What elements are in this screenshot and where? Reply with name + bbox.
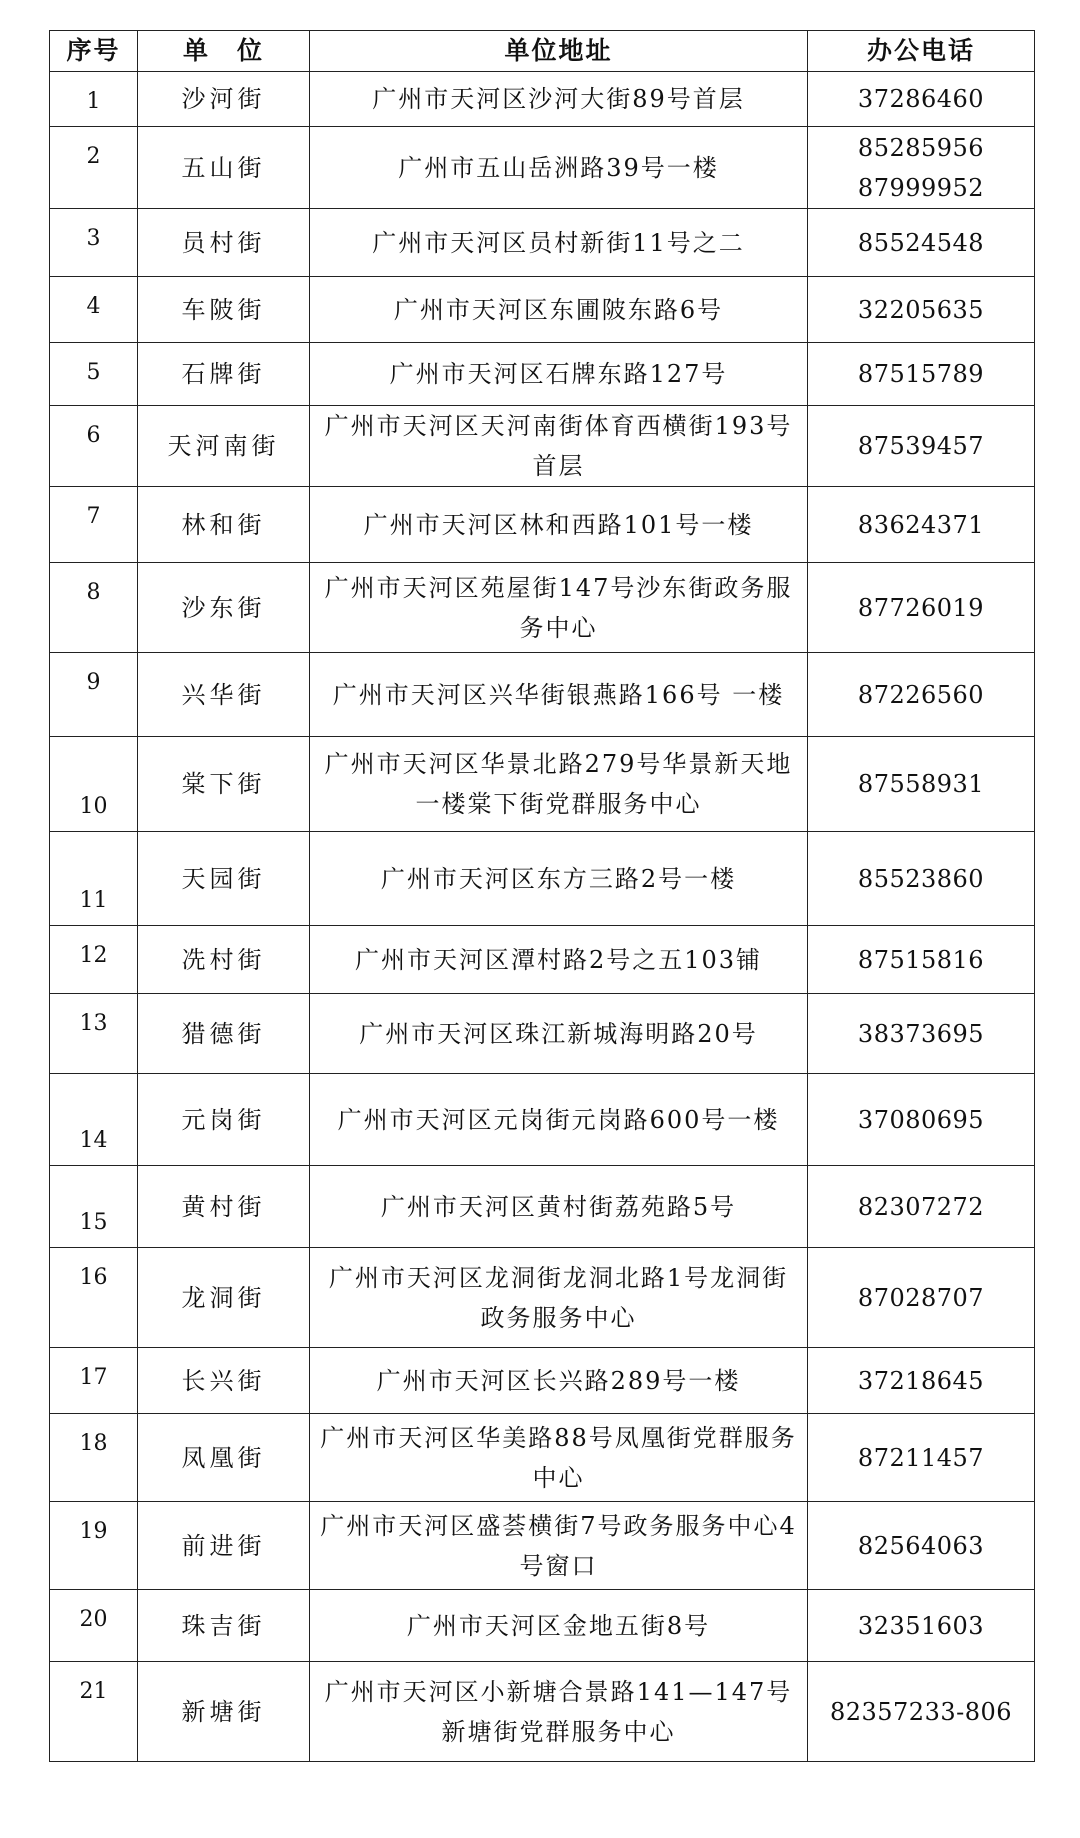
row-unit: 冼村街 [138, 926, 310, 994]
row-address: 广州市天河区天河南街体育西横街193号首层 [310, 406, 808, 487]
phone-number: 32205635 [857, 295, 985, 324]
row-phone [808, 1414, 1035, 1502]
table-row [50, 487, 1035, 563]
row-phone [808, 1074, 1035, 1166]
row-unit: 猎德街 [138, 994, 310, 1074]
table-body [50, 72, 1035, 1762]
row-no: 1 [50, 72, 138, 127]
row-address: 广州市天河区珠江新城海明路20号 [310, 994, 808, 1074]
row-phone [808, 72, 1035, 127]
table-row [50, 1248, 1035, 1348]
row-address: 广州市天河区华景北路279号华景新天地一楼棠下街党群服务中心 [310, 737, 808, 832]
row-no: 9 [50, 653, 138, 737]
phone-number: 37286460 [857, 85, 985, 113]
row-unit: 元岗街 [138, 1074, 310, 1166]
table-row [50, 1348, 1035, 1414]
header-address: 单位地址 [310, 31, 808, 72]
row-unit: 五山街 [138, 127, 310, 209]
row-unit: 棠下街 [138, 737, 310, 832]
row-no: 4 [50, 277, 138, 343]
row-address: 广州市天河区潭村路2号之五103铺 [310, 926, 808, 994]
header-phone: 办公电话 [808, 31, 1035, 72]
phone-number: 85523860 [857, 864, 985, 893]
phone-number: 87539457 [857, 432, 985, 460]
row-address: 广州市天河区黄村街荔苑路5号 [310, 1166, 808, 1248]
row-address: 广州市天河区华美路88号凤凰街党群服务中心 [310, 1414, 808, 1502]
table-row [50, 127, 1035, 209]
phone-number: 87515789 [857, 360, 985, 388]
row-address: 广州市天河区东方三路2号一楼 [310, 832, 808, 926]
row-phone [808, 653, 1035, 737]
row-address: 广州市天河区盛荟横街7号政务服务中心4号窗口 [310, 1502, 808, 1590]
row-phone [808, 926, 1035, 994]
table-row [50, 1414, 1035, 1502]
table-row [50, 343, 1035, 406]
row-no: 14 [50, 1074, 138, 1166]
phone-number: 37218645 [857, 1366, 985, 1395]
table-header [50, 31, 1035, 72]
row-phone [808, 1590, 1035, 1662]
phone-number: 85524548 [857, 228, 985, 257]
row-phone [808, 1248, 1035, 1348]
row-address: 广州市天河区元岗街元岗路600号一楼 [310, 1074, 808, 1166]
row-address: 广州市天河区员村新街11号之二 [310, 209, 808, 277]
row-no: 7 [50, 487, 138, 563]
row-unit: 沙东街 [138, 563, 310, 653]
row-phone [808, 209, 1035, 277]
row-unit: 新塘街 [138, 1662, 310, 1762]
row-unit: 车陂街 [138, 277, 310, 343]
phone-number: 87211457 [857, 1443, 985, 1472]
row-unit: 凤凰街 [138, 1414, 310, 1502]
row-unit: 长兴街 [138, 1348, 310, 1414]
row-address: 广州市天河区苑屋街147号沙东街政务服务中心 [310, 563, 808, 653]
row-unit: 黄村街 [138, 1166, 310, 1248]
phone-number: 87226560 [857, 680, 985, 709]
row-address: 广州市天河区小新塘合景路141—147号新塘街党群服务中心 [310, 1662, 808, 1762]
phone-number: 87515816 [857, 945, 985, 974]
row-unit: 天园街 [138, 832, 310, 926]
table-row [50, 209, 1035, 277]
row-phone [808, 832, 1035, 926]
table-row [50, 1166, 1035, 1248]
header-row [50, 31, 1035, 72]
row-address: 广州市天河区长兴路289号一楼 [310, 1348, 808, 1414]
row-no: 21 [50, 1662, 138, 1762]
table-row [50, 737, 1035, 832]
row-no: 13 [50, 994, 138, 1074]
row-no: 2 [50, 127, 138, 209]
row-no: 8 [50, 563, 138, 653]
phone-number: 87558931 [857, 770, 985, 798]
row-unit: 前进街 [138, 1502, 310, 1590]
table-row [50, 926, 1035, 994]
phone-number: 38373695 [857, 1019, 985, 1048]
row-no: 18 [50, 1414, 138, 1502]
row-phone [808, 1348, 1035, 1414]
phone-number: 87028707 [857, 1283, 985, 1312]
phone-number: 85285956 [857, 133, 985, 162]
row-unit: 林和街 [138, 487, 310, 563]
table-row [50, 1074, 1035, 1166]
street-office-table [49, 30, 1035, 1762]
row-phone [808, 1166, 1035, 1248]
table-row [50, 277, 1035, 343]
row-phone [808, 994, 1035, 1074]
row-phone [808, 406, 1035, 487]
row-phone [808, 1502, 1035, 1590]
row-address: 广州市五山岳洲路39号一楼 [310, 127, 808, 209]
phone-number: 82307272 [857, 1192, 985, 1221]
row-phone [808, 343, 1035, 406]
row-unit: 石牌街 [138, 343, 310, 406]
row-address: 广州市天河区林和西路101号一楼 [310, 487, 808, 563]
table-row [50, 653, 1035, 737]
row-no: 19 [50, 1502, 138, 1590]
row-phone [808, 563, 1035, 653]
row-no: 15 [50, 1166, 138, 1248]
row-unit: 天河南街 [138, 406, 310, 487]
table-row [50, 406, 1035, 487]
table-row [50, 1590, 1035, 1662]
row-no: 10 [50, 737, 138, 832]
row-address: 广州市天河区兴华街银燕路166号 一楼 [310, 653, 808, 737]
row-no: 5 [50, 343, 138, 406]
row-address: 广州市天河区金地五街8号 [310, 1590, 808, 1662]
row-address: 广州市天河区龙洞街龙洞北路1号龙洞街政务服务中心 [310, 1248, 808, 1348]
row-address: 广州市天河区沙河大街89号首层 [310, 72, 808, 127]
row-no: 6 [50, 406, 138, 487]
table-row [50, 1502, 1035, 1590]
table-row [50, 563, 1035, 653]
phone-number: 83624371 [857, 510, 985, 539]
phone-number: 82357233-806 [829, 1697, 1013, 1726]
phone-number: 87726019 [857, 593, 985, 622]
row-address: 广州市天河区东圃陂东路6号 [310, 277, 808, 343]
phone-number: 87999952 [857, 173, 985, 202]
row-phone [808, 737, 1035, 832]
table-row [50, 994, 1035, 1074]
row-phone [808, 127, 1035, 209]
phone-number: 37080695 [857, 1105, 985, 1134]
row-unit: 员村街 [138, 209, 310, 277]
header-unit: 单 位 [138, 31, 310, 72]
row-unit: 珠吉街 [138, 1590, 310, 1662]
row-phone [808, 277, 1035, 343]
row-no: 16 [50, 1248, 138, 1348]
row-phone [808, 1662, 1035, 1762]
phone-number: 82564063 [857, 1531, 985, 1560]
row-no: 20 [50, 1590, 138, 1662]
header-no: 序号 [50, 31, 138, 72]
row-no: 3 [50, 209, 138, 277]
row-unit: 龙洞街 [138, 1248, 310, 1348]
phone-number: 32351603 [857, 1611, 985, 1640]
table-row [50, 1662, 1035, 1762]
row-no: 11 [50, 832, 138, 926]
row-address: 广州市天河区石牌东路127号 [310, 343, 808, 406]
row-no: 17 [50, 1348, 138, 1414]
table-row [50, 72, 1035, 127]
row-unit: 沙河街 [138, 72, 310, 127]
row-no: 12 [50, 926, 138, 994]
table-row [50, 832, 1035, 926]
row-phone [808, 487, 1035, 563]
row-unit: 兴华街 [138, 653, 310, 737]
